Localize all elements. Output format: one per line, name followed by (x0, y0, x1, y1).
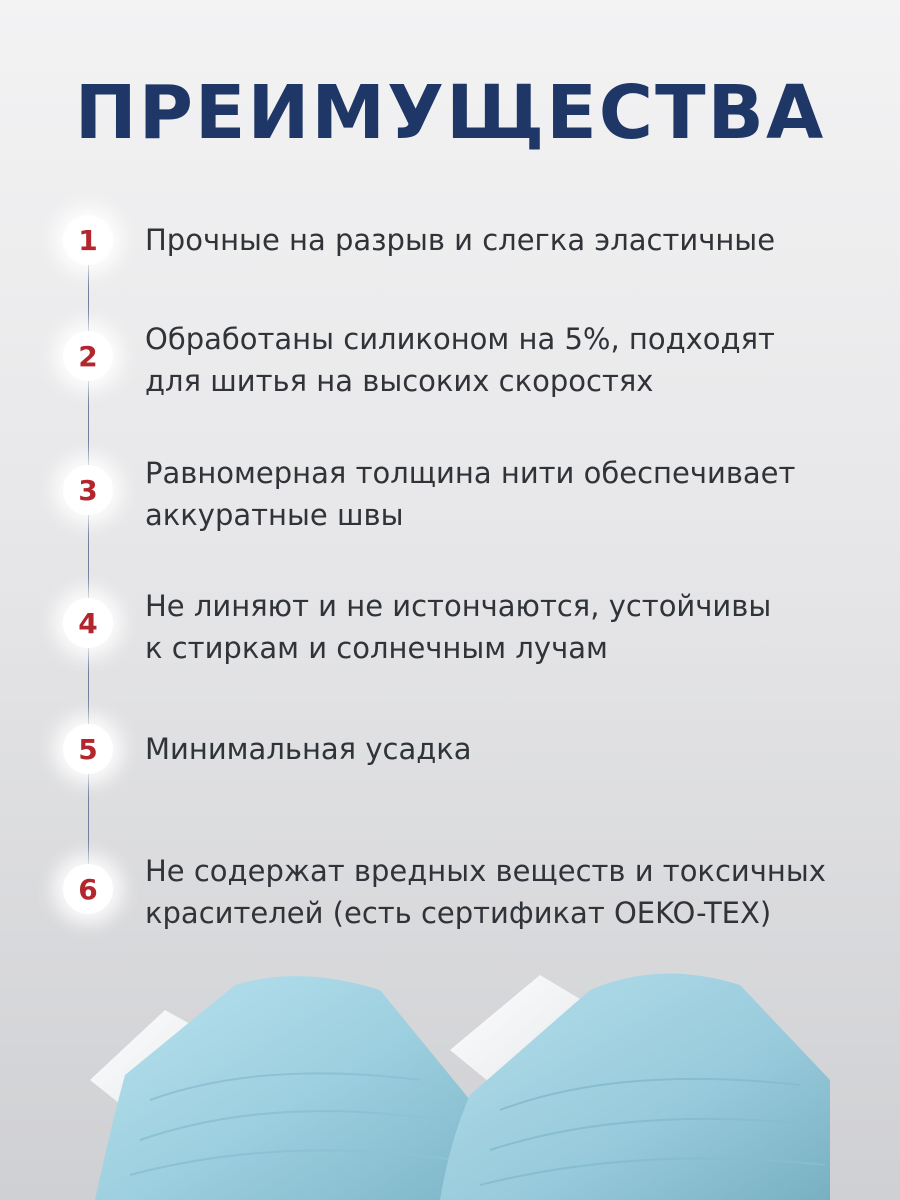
benefit-number: 6 (78, 872, 98, 906)
number-badge (63, 724, 113, 774)
thread-spools-image (0, 970, 900, 1200)
benefit-text: Равномерная толщина нити обеспечивает аккуратные швы (145, 456, 796, 532)
benefit-number: 4 (78, 606, 98, 640)
number-badge (63, 598, 113, 648)
benefit-text: Обработаны силиконом на 5%, подходят для шитья на высоких скоростях (145, 322, 775, 398)
number-badge (63, 215, 113, 265)
number-badge (63, 331, 113, 381)
benefit-text: Не линяют и не истончаются, устойчивы к стиркам и солнечным лучам (145, 589, 772, 665)
benefit-number: 2 (78, 339, 98, 373)
thread-spool-right (440, 974, 830, 1200)
benefit-number: 1 (78, 223, 98, 257)
number-badge (63, 864, 113, 914)
benefit-text: Не содержат вредных веществ и токсичных красителей (есть сертификат OEKO-TEX) (145, 854, 826, 930)
page-title: ПРЕИМУЩЕСТВА (74, 70, 826, 156)
benefit-number: 5 (78, 732, 98, 766)
benefit-text: Минимальная усадка (145, 732, 472, 766)
thread-body (440, 974, 830, 1200)
thread-body (95, 976, 470, 1200)
benefit-text: Прочные на разрыв и слегка эластичные (145, 223, 776, 257)
thread-spool-left (90, 976, 470, 1200)
benefit-number: 3 (78, 473, 98, 507)
number-badge (63, 465, 113, 515)
